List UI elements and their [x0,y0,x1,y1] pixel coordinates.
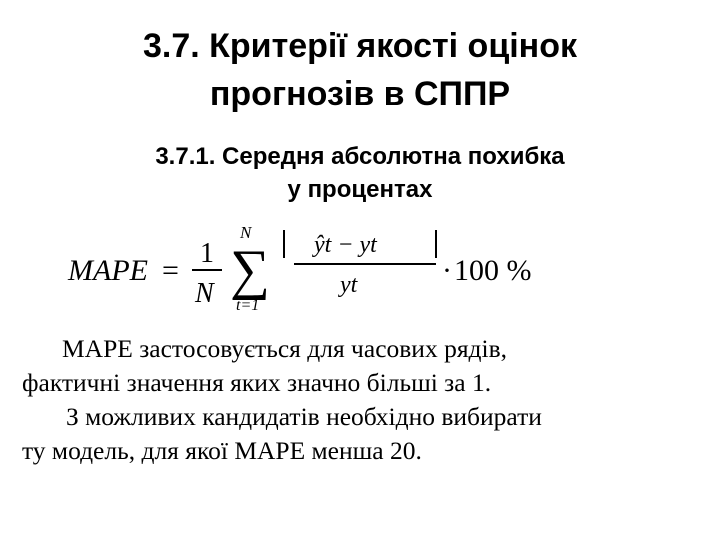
section-subtitle [0,134,720,212]
body-line-1: MAPE застосовується для часових рядів, [62,334,508,363]
formula-percent: 100 % [454,254,532,287]
slide-title [0,22,720,118]
body-line-3: З можливих кандидатів необхідно вибирати [66,402,542,431]
sum-icon: ∑ [230,239,270,301]
sum-upper: N [240,224,252,242]
title-line-2: прогнозів в СППР [209,75,511,113]
body-line-2: фактичні значення яких значно більші за 1. [22,368,492,397]
formula-lhs: MAPE [68,254,148,287]
formula-equals: = [162,254,179,287]
sum-lower: t=1 [236,297,260,314]
subtitle-line-2: у процентах [287,176,433,203]
formula-svg [64,224,542,316]
formula-times: · [442,254,452,287]
body-text [22,332,712,468]
title-line-1: 3.7. Критерії якості оцінок [143,27,577,65]
mape-formula [64,224,542,316]
abs-denominator: yt [340,272,358,298]
formula-frac-den: N [195,278,214,309]
formula-frac-num: 1 [200,238,214,269]
subtitle-line-1: 3.7.1. Середня абсолютна похибка [155,143,565,170]
abs-numerator: ŷt − yt [314,232,377,258]
body-line-4: ту модель, для якої MAPE менша 20. [22,436,422,465]
